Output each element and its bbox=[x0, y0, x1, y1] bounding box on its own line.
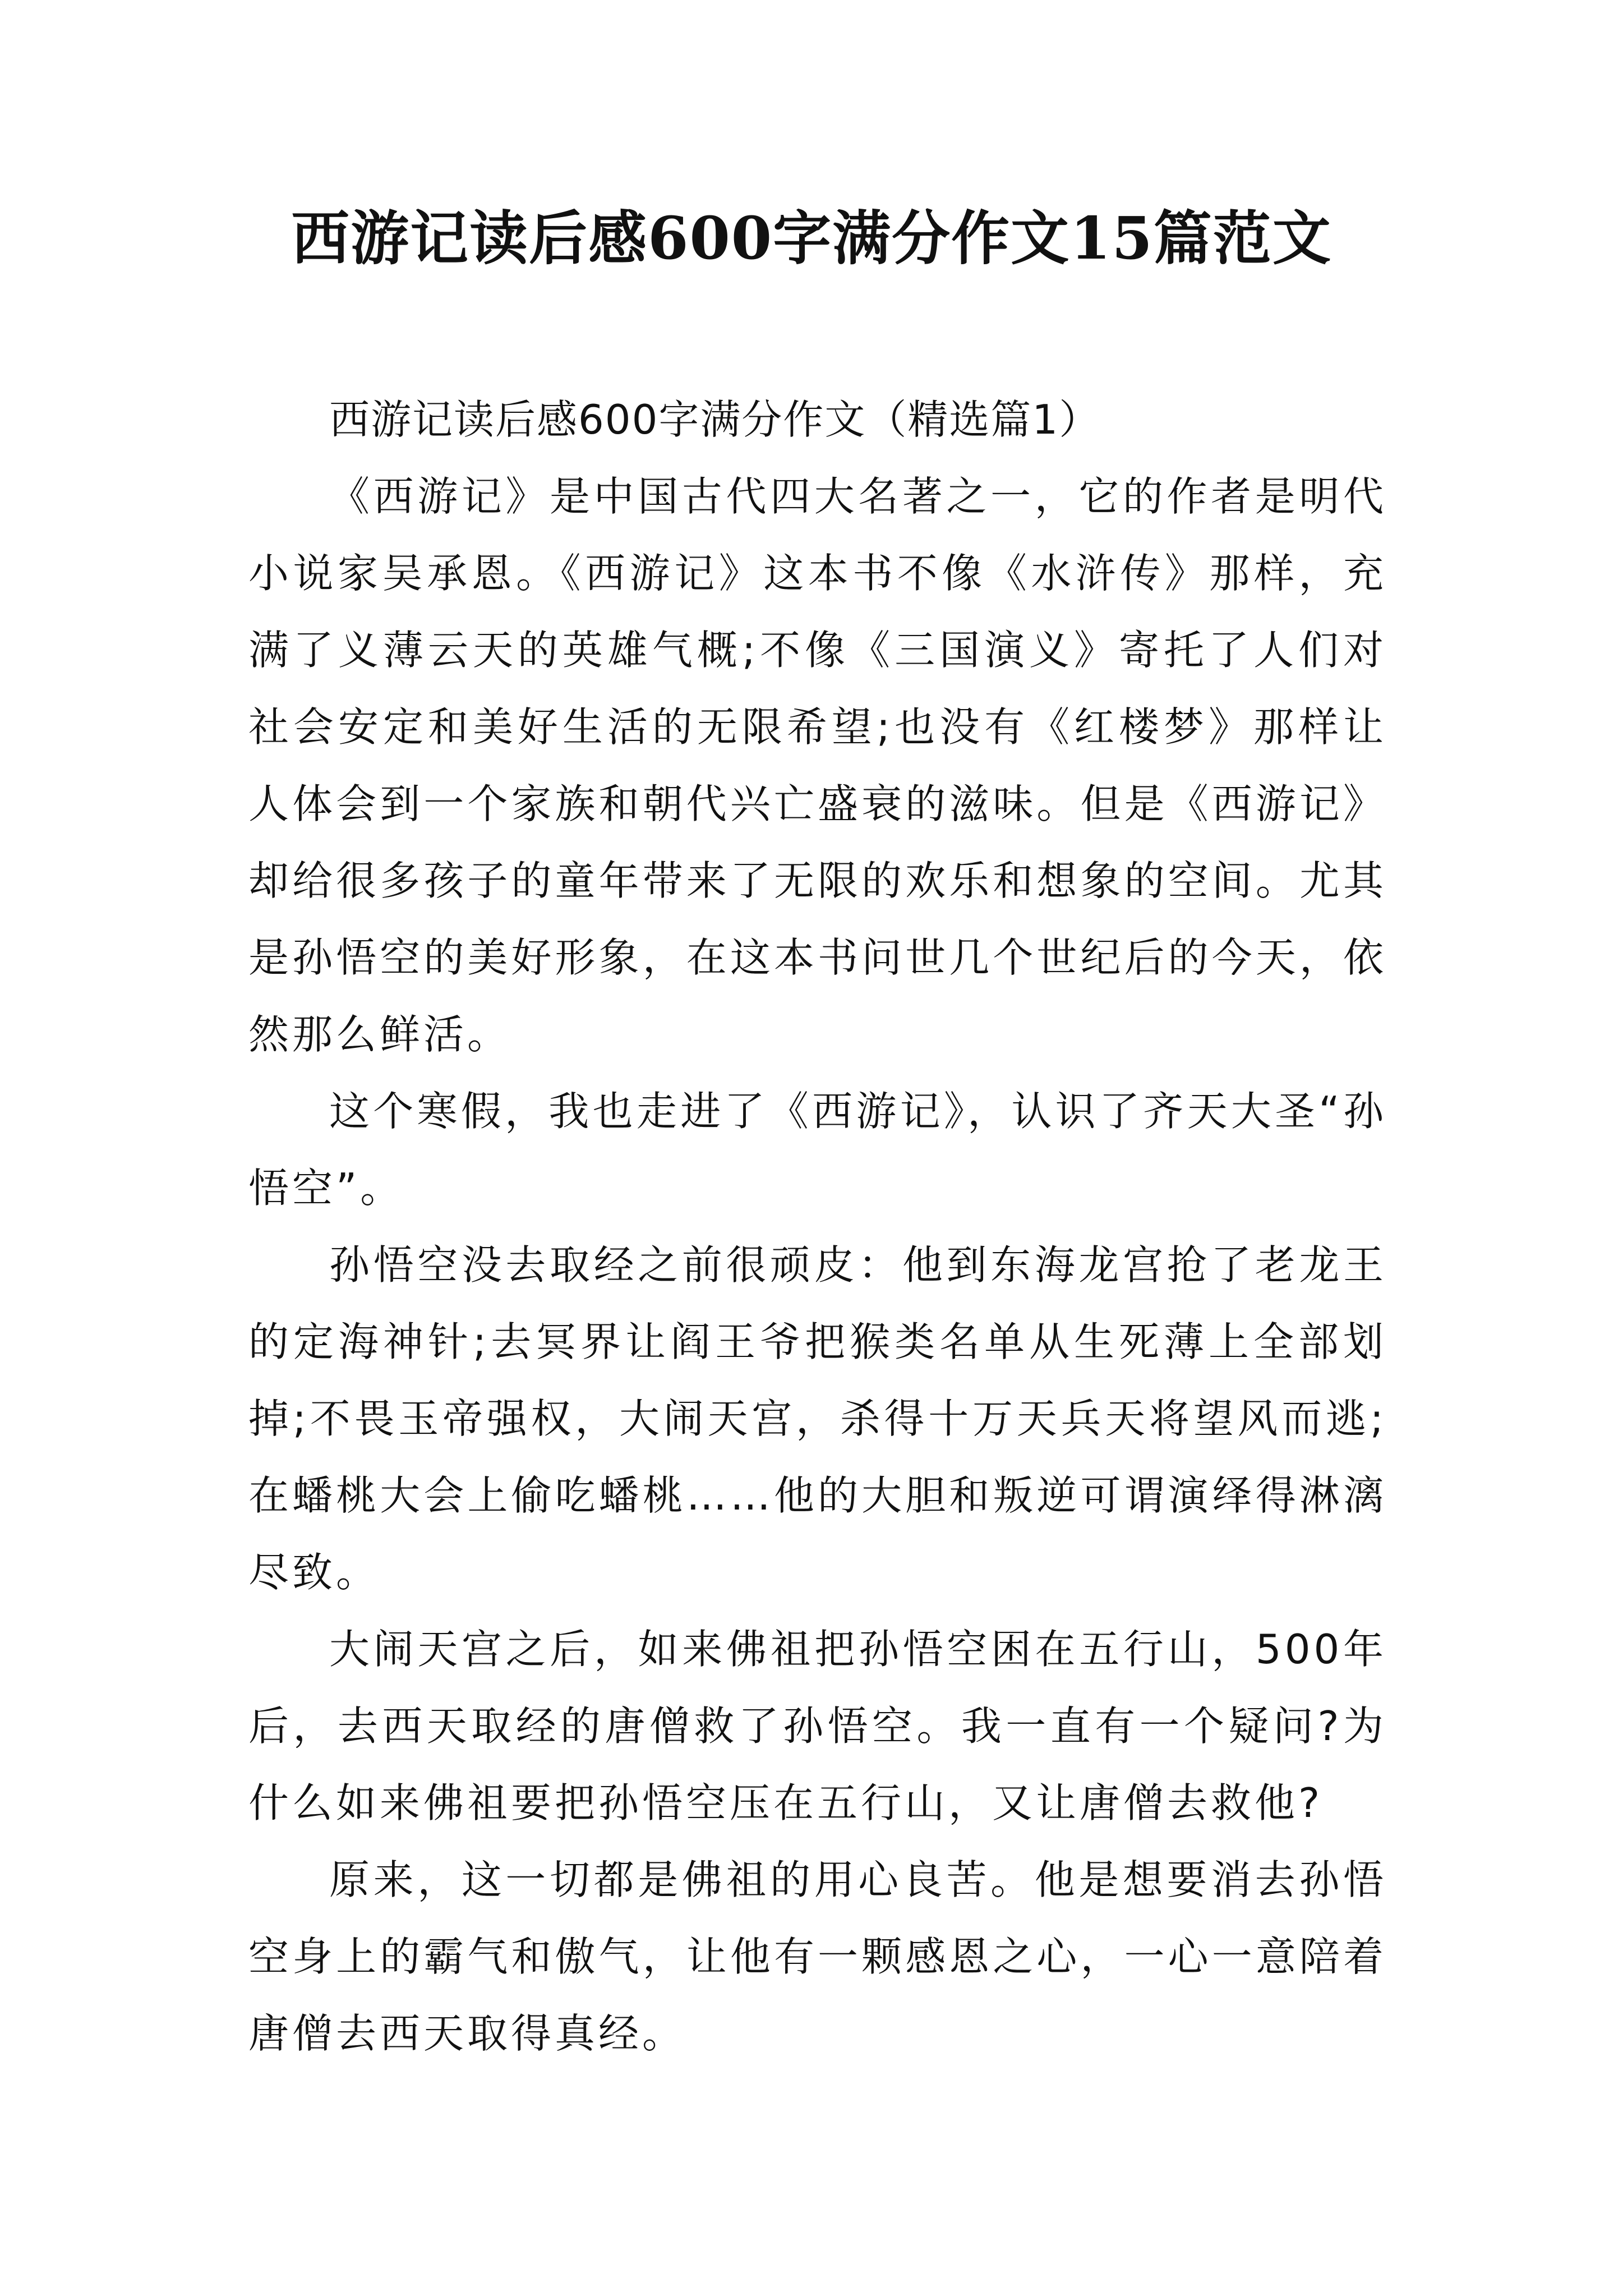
document-title: 西游记读后感600字满分作文15篇范文 bbox=[291, 204, 1332, 273]
paragraph-2: 这个寒假，我也走进了《西游记》，认识了齐天大圣“孙悟空”。 bbox=[248, 1088, 1387, 1212]
section-subheading: 西游记读后感600字满分作文（精选篇1） bbox=[329, 396, 1101, 443]
paragraph-1: 《西游记》是中国古代四大名著之一，它的作者是明代小说家吴承恩。《西游记》这本书不像《水浒传》那样，充满了义薄云天的英雄气概;不像《三国演义》寄托了人们对社会安定和美好生活的无限希望;也没有《红楼梦》那样让人体会到一个家族和朝代兴亡盛衰的滋味。但是《西游记》却给很多孩子的童年带来了无限的欢乐和想象的空间。尤其是孙悟空的美好形象，在这本书问世几个世纪后的今天，依然那么鲜活。 bbox=[248, 473, 1387, 1058]
paragraph-3: 孙悟空没去取经之前很顽皮：他到东海龙宫抢了老龙王的定海神针;去冥界让阎王爷把猴类名单从生死薄上全部划掉;不畏玉帝强权，大闹天宫，杀得十万天兵天将望风而逃;在蟠桃大会上偷吃蟠桃……他的大胆和叛逆可谓演绎得淋漓尽致。 bbox=[248, 1241, 1387, 1596]
paragraph-4: 大闹天宫之后，如来佛祖把孙悟空困在五行山，500年后，去西天取经的唐僧救了孙悟空。我一直有一个疑问?为什么如来佛祖要把孙悟空压在五行山，又让唐僧去救他? bbox=[248, 1626, 1387, 1826]
paragraph-5: 原来，这一切都是佛祖的用心良苦。他是想要消去孙悟空身上的霸气和傲气，让他有一颗感恩之心，一心一意陪着唐僧去西天取得真经。 bbox=[248, 1856, 1387, 2057]
document-body bbox=[248, 381, 1387, 2072]
